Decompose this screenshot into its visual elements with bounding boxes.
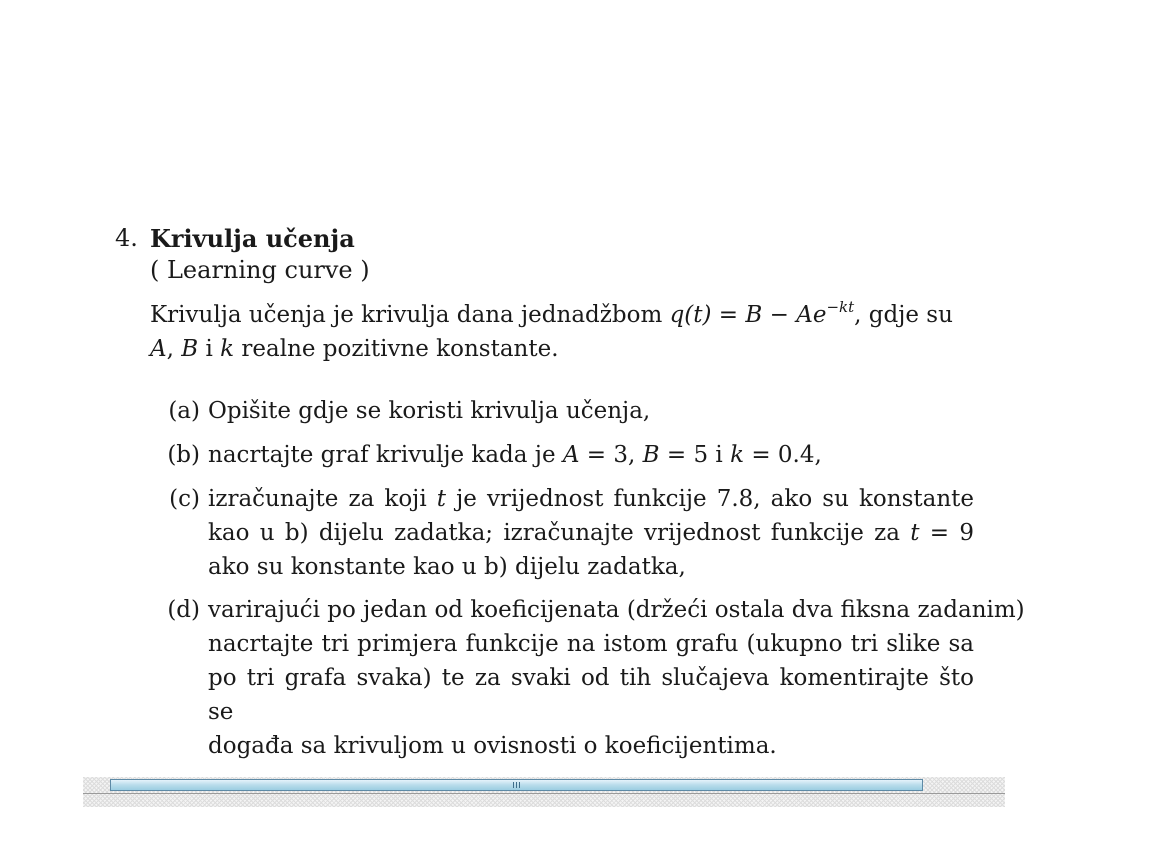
intro-line-2: A, B i k realne pozitivne konstante. [150, 336, 559, 362]
scroll-grip-icon [513, 782, 521, 788]
problem-title: Krivulja učenja [150, 224, 355, 253]
equation-exponent: −kt [826, 298, 855, 316]
equation-lhs: q(t) [669, 302, 712, 328]
item-label: (d) [167, 597, 200, 623]
item-text: izračunajte za koji t je vrijednost funkcije 7.8, ako su konstante kao u b) dijelu zadatka; izračunajte vrijednost funkcije za t = 9 ako su konstante kao u b) dijelu zadatka, [208, 486, 974, 580]
horizontal-scrollbar[interactable] [83, 777, 1005, 807]
item-text: nacrtajte graf krivulje kada je A = 3, B = 5 i k = 0.4, [208, 442, 822, 468]
item-label: (a) [168, 398, 200, 424]
problem-intro [150, 298, 980, 366]
item-label: (b) [167, 442, 200, 468]
problem-number: 4. [115, 224, 138, 252]
intro-line-1: Krivulja učenja je krivulja dana jednadžbom $q(t) = B - Ae^{-kt}$, gdje su [150, 298, 953, 328]
scrollbar-thumb[interactable] [110, 779, 923, 791]
item-text: varirajući po jedan od koeficijenata (držeći ostala dva fiksna zadanim) nacrtajte tri primjera funkcije na istom grafu (ukupno tri slike sa po tri grafa svaka) te za svaki od tih slučajeva komentirajte što se događa sa krivuljom u ovisnosti o koeficijentima. [208, 597, 1025, 759]
item-text: Opišite gdje se koristi krivulja učenja, [208, 398, 651, 424]
problem-subtitle: ( Learning curve ) [150, 256, 370, 284]
item-label: (c) [169, 486, 200, 512]
scrollbar-divider [83, 793, 1005, 794]
